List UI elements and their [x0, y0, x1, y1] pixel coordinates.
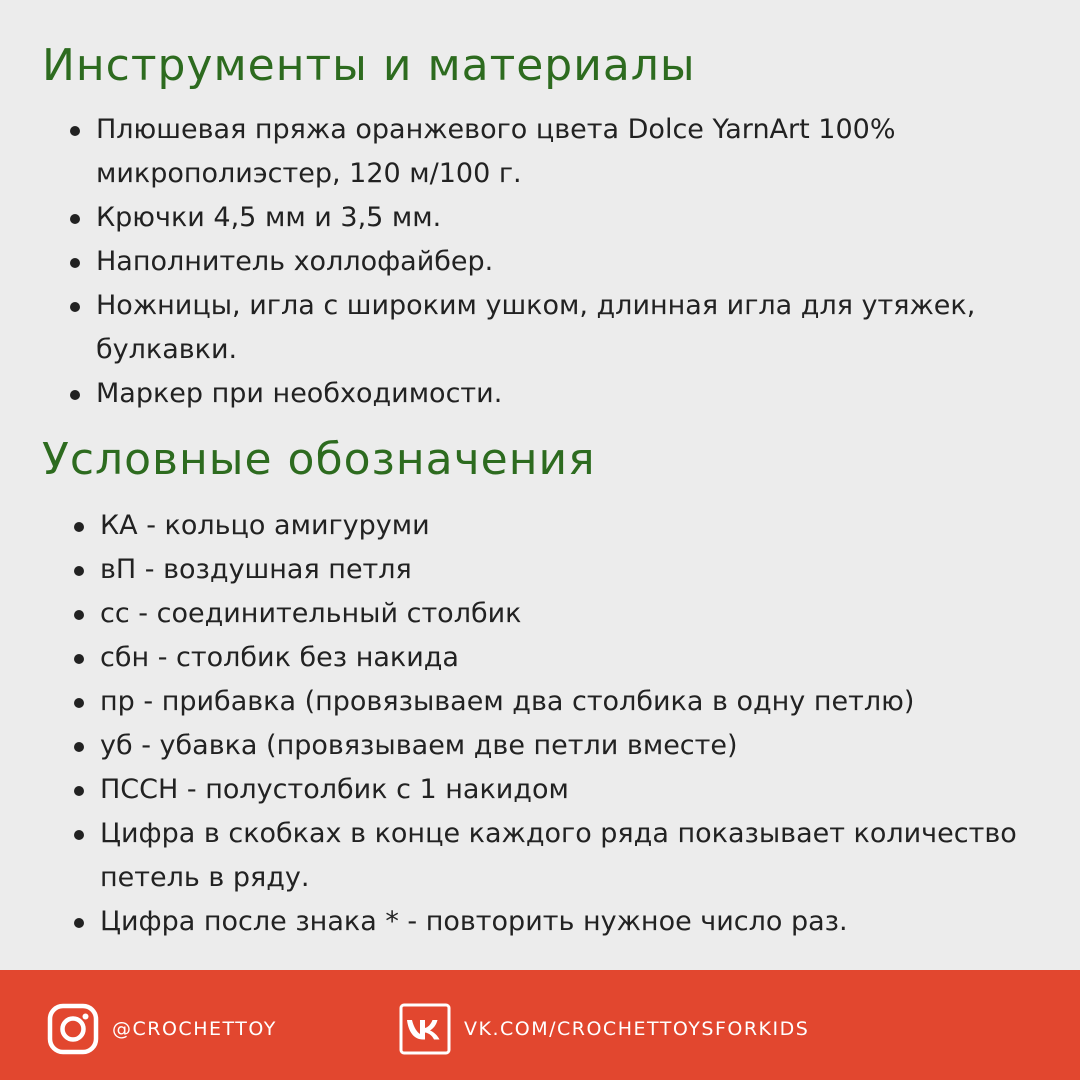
legend-item: Цифра после знака * - повторить нужное число раз.: [72, 900, 1062, 944]
vk-link[interactable]: [398, 1002, 809, 1056]
materials-item: Плюшевая пряжа оранжевого цвета Dolce YarnArt 100% микрополиэстер, 120 м/100 г.: [68, 108, 1028, 196]
footer-bar: [0, 970, 1080, 1080]
legend-item: уб - убавка (провязываем две петли вместе): [72, 724, 1062, 768]
instagram-link[interactable]: [46, 1002, 277, 1056]
legend-item: КА - кольцо амигуруми: [72, 504, 1062, 548]
legend-item: сбн - столбик без накида: [72, 636, 1062, 680]
legend-item: Цифра в скобках в конце каждого ряда показывает количество петель в ряду.: [72, 812, 1062, 900]
materials-item: Ножницы, игла с широким ушком, длинная игла для утяжек, булкавки.: [68, 284, 1028, 372]
legend-list: [72, 504, 1062, 944]
materials-item: Крючки 4,5 мм и 3,5 мм.: [68, 196, 1028, 240]
vk-icon: [398, 1002, 452, 1056]
materials-heading: Инструменты и материалы: [42, 40, 696, 91]
legend-item: вП - воздушная петля: [72, 548, 1062, 592]
vk-url: VK.COM/CROCHETTOYSFORKIDS: [464, 1018, 810, 1040]
legend-item: пр - прибавка (провязываем два столбика в одну петлю): [72, 680, 1062, 724]
legend-item: ПССН - полустолбик с 1 накидом: [72, 768, 1062, 812]
legend-heading: Условные обозначения: [42, 434, 596, 485]
materials-item: Наполнитель холлофайбер.: [68, 240, 1028, 284]
materials-list: [68, 108, 1028, 416]
legend-item: сс - соединительный столбик: [72, 592, 1062, 636]
materials-item: Маркер при необходимости.: [68, 372, 1028, 416]
instagram-icon: [46, 1002, 100, 1056]
instagram-handle: @CROCHETTOY: [112, 1018, 277, 1040]
